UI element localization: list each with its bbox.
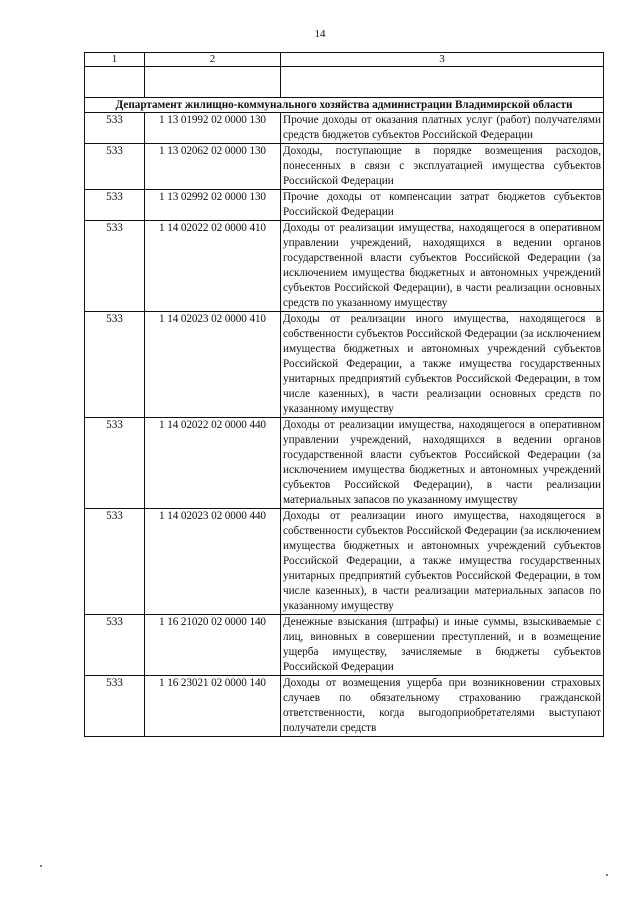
admin-code-cell: 533 xyxy=(85,509,145,615)
column-header-2: 2 xyxy=(145,53,281,67)
empty-cell xyxy=(85,67,145,98)
department-title: Департамент жилищно-коммунального хозяйства администрации Владимирской области xyxy=(85,98,604,113)
kbk-code-cell: 1 13 02062 02 0000 130 xyxy=(145,144,281,190)
admin-code-cell: 533 xyxy=(85,418,145,509)
revenue-description-cell: Доходы от возмещения ущерба при возникновении страховых случаев по обязательному страхованию гражданской ответственности, когда выгодоприобретателями выступают получатели средств xyxy=(281,676,604,737)
table-row xyxy=(85,144,604,190)
column-header-1: 1 xyxy=(85,53,145,67)
column-header-3: 3 xyxy=(281,53,604,67)
table-row xyxy=(85,221,604,312)
table-row xyxy=(85,615,604,676)
table-row xyxy=(85,676,604,737)
revenue-description-cell: Доходы от реализации иного имущества, находящегося в собственности субъектов Российской Федерации (за исключением имущества бюджетных и автономных учреждений субъектов Российской Федерации, а также имущества государственных унитарных предприятий субъектов Российской Федерации, в том числе казенных), в части реализации основных средств по указанному имуществу xyxy=(281,312,604,418)
table-row xyxy=(85,418,604,509)
revenue-description-cell: Доходы от реализации имущества, находящегося в оперативном управлении учреждений, находящихся в ведении органов государственной власти субъектов Российской Федерации (за исключением имущества бюджетных и автономных учреждений субъектов Российской Федерации), в части реализации материальных запасов по указанному имуществу xyxy=(281,418,604,509)
kbk-code-cell: 1 16 23021 02 0000 140 xyxy=(145,676,281,737)
scan-speck xyxy=(40,865,42,867)
column-number-row xyxy=(85,53,604,67)
department-heading-row xyxy=(85,98,604,113)
page-number: 14 xyxy=(314,28,326,40)
revenue-codes-table xyxy=(84,52,604,737)
admin-code-cell: 533 xyxy=(85,676,145,737)
admin-code-cell: 533 xyxy=(85,312,145,418)
empty-row xyxy=(85,67,604,98)
scan-specks xyxy=(0,860,640,880)
kbk-code-cell: 1 16 21020 02 0000 140 xyxy=(145,615,281,676)
revenue-description-cell: Прочие доходы от компенсации затрат бюджетов субъектов Российской Федерации xyxy=(281,190,604,221)
revenue-description-cell: Прочие доходы от оказания платных услуг (работ) получателями средств бюджетов субъектов Российской Федерации xyxy=(281,113,604,144)
empty-cell xyxy=(145,67,281,98)
revenue-description-cell: Доходы от реализации имущества, находящегося в оперативном управлении учреждений, находящихся в ведении органов государственной власти субъектов Российской Федерации (за исключением имущества бюджетных и автономных учреждений субъектов Российской Федерации), в части реализации основных средств по указанному имуществу xyxy=(281,221,604,312)
kbk-code-cell: 1 14 02022 02 0000 410 xyxy=(145,221,281,312)
kbk-code-cell: 1 13 01992 02 0000 130 xyxy=(145,113,281,144)
kbk-code-cell: 1 14 02023 02 0000 410 xyxy=(145,312,281,418)
kbk-code-cell: 1 14 02022 02 0000 440 xyxy=(145,418,281,509)
admin-code-cell: 533 xyxy=(85,221,145,312)
admin-code-cell: 533 xyxy=(85,144,145,190)
kbk-code-cell: 1 13 02992 02 0000 130 xyxy=(145,190,281,221)
table-row xyxy=(85,312,604,418)
revenue-description-cell: Доходы, поступающие в порядке возмещения расходов, понесенных в связи с эксплуатацией имущества субъектов Российской Федерации xyxy=(281,144,604,190)
table-row xyxy=(85,190,604,221)
admin-code-cell: 533 xyxy=(85,615,145,676)
table-row xyxy=(85,113,604,144)
admin-code-cell: 533 xyxy=(85,113,145,144)
scan-speck xyxy=(606,874,608,876)
revenue-description-cell: Денежные взыскания (штрафы) и иные суммы, взыскиваемые с лиц, виновных в совершении преступлений, и в возмещение ущерба имуществу, зачисляемые в бюджеты субъектов Российской Федерации xyxy=(281,615,604,676)
revenue-description-cell: Доходы от реализации иного имущества, находящегося в собственности субъектов Российской Федерации (за исключением имущества бюджетных и автономных учреждений субъектов Российской Федерации, а также имущества государственных унитарных предприятий субъектов Российской Федерации, в том числе казенных), в части реализации материальных запасов по указанному имуществу xyxy=(281,509,604,615)
admin-code-cell: 533 xyxy=(85,190,145,221)
empty-cell xyxy=(281,67,604,98)
kbk-code-cell: 1 14 02023 02 0000 440 xyxy=(145,509,281,615)
table-row xyxy=(85,509,604,615)
